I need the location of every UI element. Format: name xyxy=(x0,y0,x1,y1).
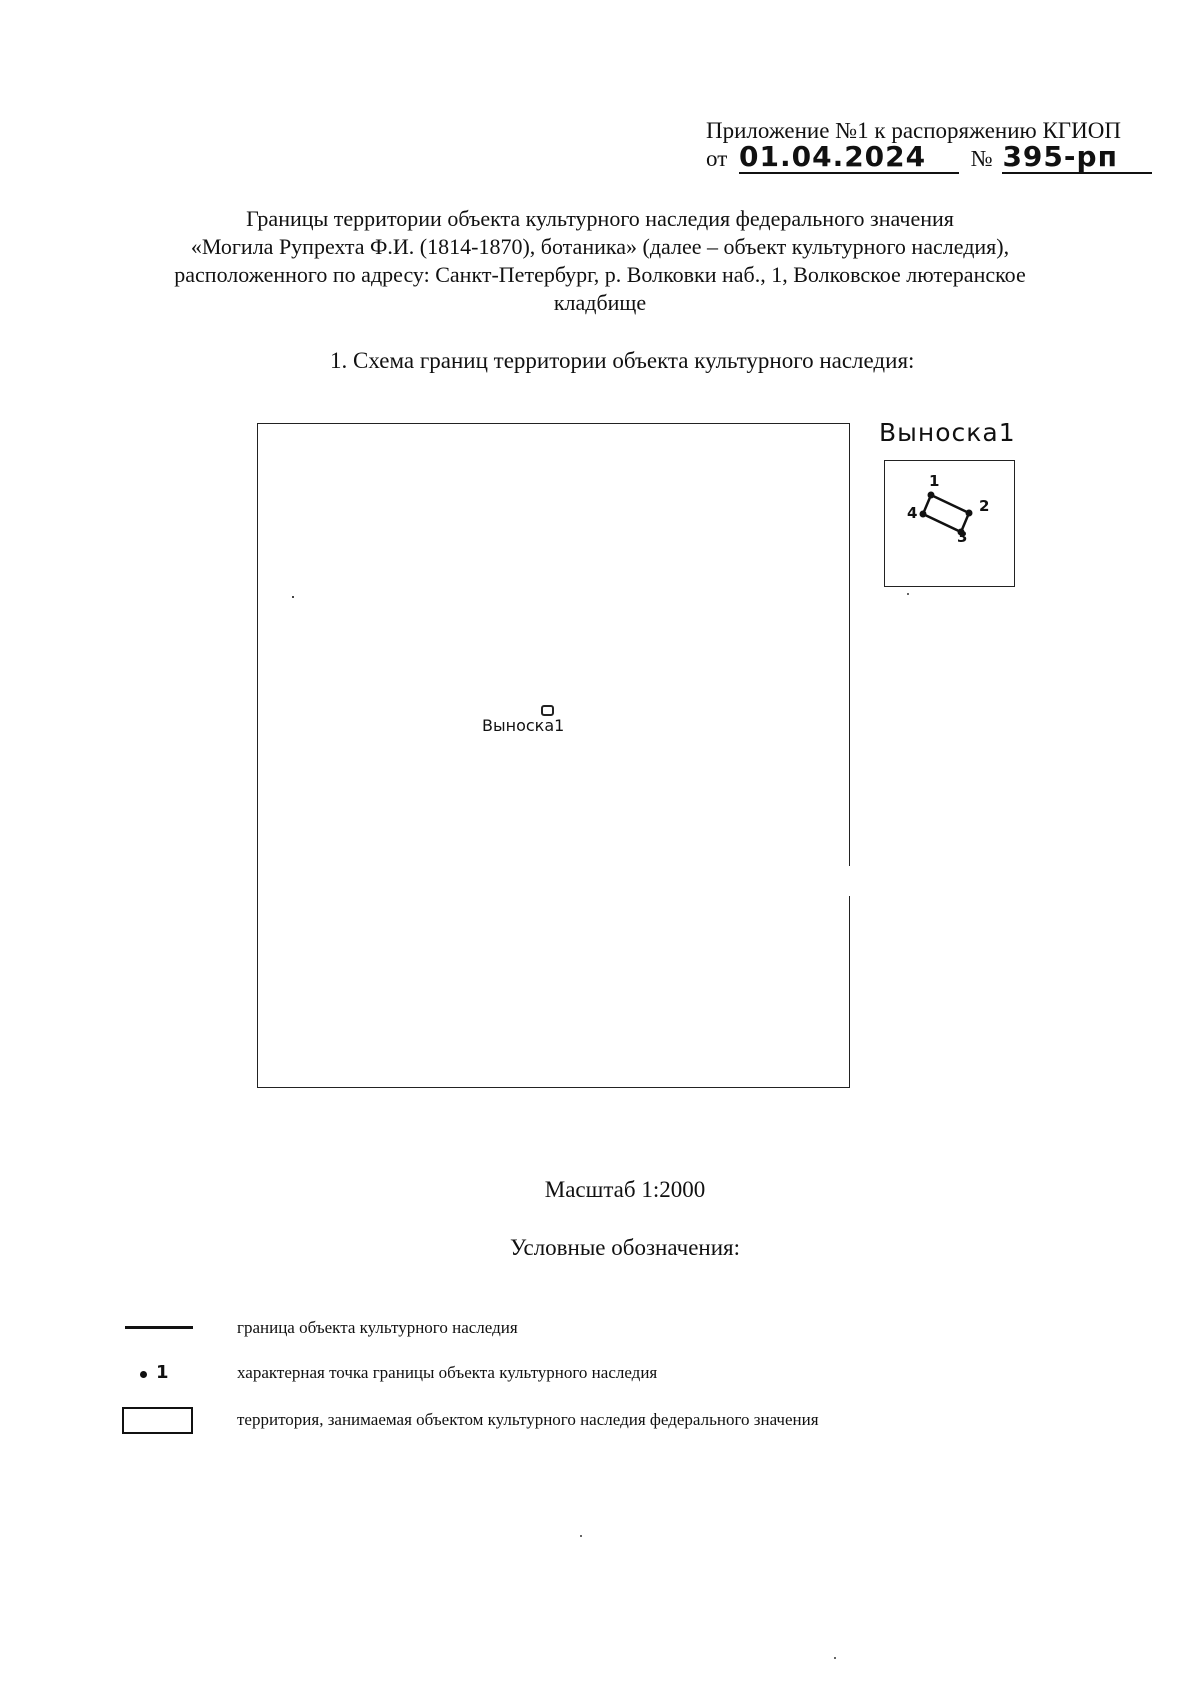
page-speck xyxy=(580,1535,582,1537)
date-number-line xyxy=(706,142,1152,174)
number-prefix: № xyxy=(970,146,993,171)
appendix-line: Приложение №1 к распоряжению КГИОП xyxy=(706,118,1121,143)
page-speck xyxy=(834,1657,836,1659)
date-prefix: от xyxy=(706,146,728,171)
inset-title: Выноска1 xyxy=(879,418,1016,447)
boundary-map-frame xyxy=(257,423,850,1088)
inset-frame xyxy=(884,460,1015,587)
title-line-2: «Могила Рупрехта Ф.И. (1814-1870), ботаника» (далее – объект культурного наследия), xyxy=(190,234,1010,259)
legend-boundary-line-symbol xyxy=(125,1326,193,1329)
title-line-4: кладбище xyxy=(553,290,647,315)
legend-item-point: характерная точка границы объекта культурного наследия xyxy=(237,1363,658,1382)
scheme-heading: 1. Схема границ территории объекта культурного наследия: xyxy=(330,348,915,373)
legend-item-boundary: граница объекта культурного наследия xyxy=(237,1318,518,1337)
title-line-3: расположенного по адресу: Санкт-Петербург, р. Волковки наб., 1, Волковское лютеранское xyxy=(174,262,1026,287)
inset-boundary-polygon xyxy=(923,495,969,532)
legend-heading: Условные обозначения: xyxy=(509,1235,741,1260)
inset-point-label: 4 xyxy=(907,504,918,522)
legend-point-symbol xyxy=(140,1371,147,1378)
inset-point-label: 2 xyxy=(979,497,990,515)
legend-item-territory: территория, занимаемая объектом культурного наследия федерального значения xyxy=(237,1410,819,1429)
inset-speck xyxy=(907,593,909,595)
inset-boundary-point xyxy=(966,510,973,517)
legend-territory-rect-symbol xyxy=(122,1407,193,1434)
title-line-1: Границы территории объекта культурного наследия федерального значения xyxy=(246,206,954,231)
callout-marker-icon xyxy=(541,705,554,716)
handwritten-date: 01.04.2024 xyxy=(739,142,959,174)
inset-point-label: 3 xyxy=(957,528,968,546)
map-scale: Масштаб 1:2000 xyxy=(544,1177,706,1202)
inset-boundary-point xyxy=(920,511,927,518)
legend-point-label: 1 xyxy=(156,1362,169,1383)
inset-boundary-point xyxy=(928,492,935,499)
document-title xyxy=(0,205,1200,317)
inset-plot xyxy=(885,461,1013,585)
inset-point-label: 1 xyxy=(929,472,940,490)
map-callout-label: Выноска1 xyxy=(482,716,565,735)
handwritten-number: 395-рп xyxy=(1002,142,1152,174)
map-frame-gap xyxy=(846,866,854,896)
map-speck xyxy=(292,596,294,598)
